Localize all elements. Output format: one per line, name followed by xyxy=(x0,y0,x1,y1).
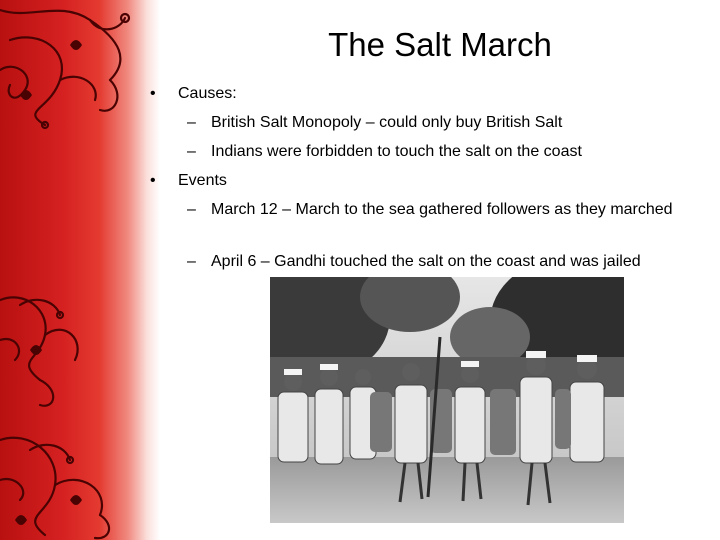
bullet-marker: • xyxy=(150,172,156,189)
dash-marker: – xyxy=(187,114,196,131)
salt-march-photo xyxy=(270,277,624,523)
slide-title: The Salt March xyxy=(328,26,552,63)
sub-item-text: March 12 – March to the sea gathered followers as they marched xyxy=(211,201,673,218)
sub-item-text: British Salt Monopoly – could only buy British Salt xyxy=(211,114,563,131)
causes-label: Causes xyxy=(178,85,233,102)
dash-marker: – xyxy=(187,201,196,218)
salt-march-photo-image xyxy=(270,277,624,523)
sub-item-text: April 6 – Gandhi touched the salt on the coast and was jailed xyxy=(211,253,641,270)
events-label: Events xyxy=(178,172,227,189)
dash-marker: – xyxy=(187,253,196,270)
bullet-marker: • xyxy=(150,85,156,102)
dash-marker: – xyxy=(187,143,196,160)
sub-item-text: Indians were forbidden to touch the salt on the coast xyxy=(211,143,582,160)
causes-colon: : xyxy=(232,85,237,102)
